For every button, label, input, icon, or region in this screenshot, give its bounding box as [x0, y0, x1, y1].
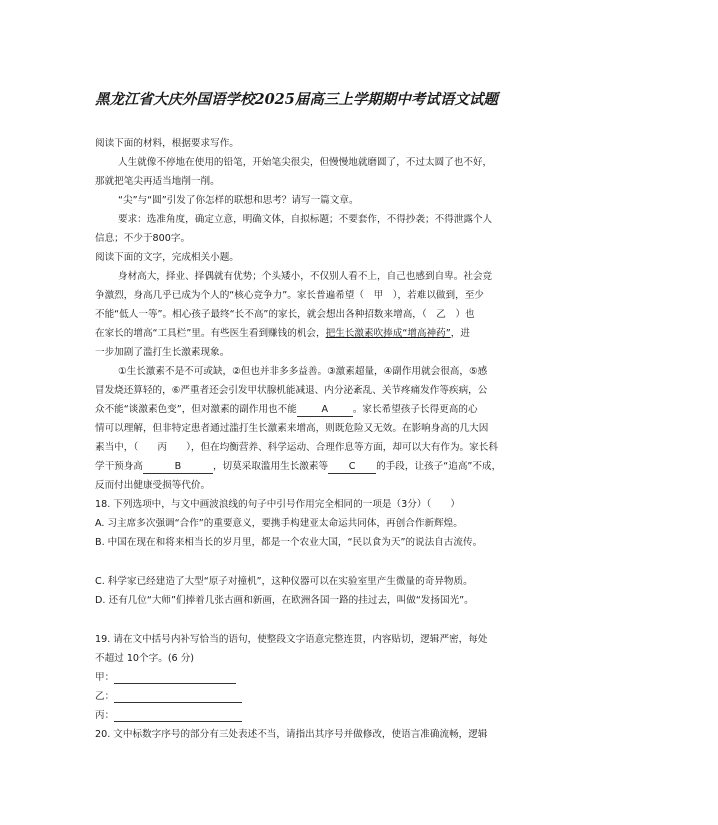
- q18-option-a: A. 习主席多次强调“合作”的重要意义，要携手构建亚太命运共同体，再创合作新辉煌。: [95, 518, 463, 529]
- reading-p2-line6-a: 学干预身高: [95, 461, 143, 472]
- writing-p1-line1: 人生就像不停地在使用的铅笔，开始笔尖很尖，但慢慢地就磨圆了，不过太圆了也不好，: [118, 157, 493, 168]
- reading-p2-line2: 冒发烧还算轻的，⑥严重者还会引发甲状腺机能减退、内分泌紊乱、关节疼痛发作等疾病，公: [95, 385, 488, 396]
- blank-a: A: [297, 404, 353, 417]
- reading-p2-line4: 情可以理解，但非特定患者通过滥打生长激素来增高，则既危险又无效。在影响身高的几大因: [95, 423, 489, 434]
- reading-p1-line3: 不能“低人一等”。相心孩子最终“长不高”的家长，就会想出各种招数来增高，（ 乙 ）也: [95, 309, 475, 320]
- q20-stem: 20. 文中标数字序号的部分有三处表述不当，请指出其序号并做修改，使语言准确流畅，逻辑: [95, 729, 488, 740]
- reading-p1-line4-b: ，进: [450, 328, 470, 339]
- q19-label-bing: 丙：: [95, 710, 115, 721]
- q18-option-c: C. 科学家已经建造了大型“原子对撞机”，这种仪器可以在实验室里产生微量的奇异物质。: [95, 576, 473, 587]
- reading-p2-line6: [95, 461, 501, 474]
- reading-p1-line1: 身材高大，择业、择偶就有优势；个头矮小，不仅别人看不上，自己也感到自卑。社会竞: [118, 271, 493, 282]
- writing-p1-line2: 那就把笔尖再适当地削一削。: [95, 176, 220, 187]
- reading-p2-line1: ①生长激素不是不可或缺，②但也并非多多益善。③激素超量，④副作用就会很高，⑤感: [118, 366, 488, 377]
- writing-p3-line2: 信息；不少于800字。: [95, 233, 191, 244]
- writing-instruction: 阅读下面的材料，根据要求写作。: [95, 138, 239, 149]
- reading-p2-line6-c: 的手段，让孩子“追高”不成，: [376, 461, 502, 472]
- reading-instruction: 阅读下面的文字，完成相关小题。: [95, 252, 239, 263]
- q19-label-yi: 乙：: [95, 691, 115, 702]
- writing-p2: “尖”与“圆”引发了你怎样的联想和思考？请写一篇文章。: [118, 195, 359, 206]
- writing-p3-line1: 要求：选准角度，确定立意，明确文体，自拟标题；不要套作，不得抄袭；不得泄露个人: [118, 214, 493, 225]
- reading-p2-line3-b: 。家长希望孩子长得更高的心: [352, 404, 478, 415]
- reading-p1-line5: 一步加剧了滥打生长激素现象。: [95, 347, 230, 358]
- reading-p1-line4: [95, 328, 470, 340]
- reading-p2-line7: 反而付出健康受损等代价。: [95, 480, 211, 491]
- page-title: 黑龙江省大庆外国语学校2025届高三上学期期中考试语文试题: [95, 91, 498, 108]
- reading-p2-line3-a: 众不能“谈激素色变”，但对激素的副作用也不能: [95, 404, 297, 415]
- reading-p1-line4-a: 在家长的增高“工具栏”里。有些医生看到赚钱的机会，: [95, 328, 326, 339]
- reading-p2-line6-b: ，切莫采取滥用生长激素等: [212, 461, 329, 472]
- reading-p2-line3: [95, 404, 478, 417]
- q19-answer-bing: [95, 710, 242, 722]
- reading-p1-line2: 争激烈，身高几乎已成为个人的“核心竞争力”。家长普遍希望（ 甲 ），若难以做到，至少: [95, 290, 484, 301]
- reading-p2-line5: 素当中，（ 丙 ），但在均衡营养、科学运动、合理作息等方面，却可以大有作为。家长科: [95, 442, 498, 453]
- blank-b: B: [143, 461, 213, 474]
- answer-line-bing: [114, 711, 242, 722]
- q19-answer-jia: [95, 672, 236, 684]
- q18-stem: 18. 下列选项中，与文中画波浪线的句子中引号作用完全相同的一项是（3分）（ ）: [95, 499, 460, 510]
- q18-option-d: D. 还有几位“大师”们捧着几张古画和新画，在欧洲各国一路的挂过去，叫做“发扬国光”。: [95, 595, 474, 606]
- blank-c: C: [328, 461, 376, 474]
- q19-stem-line2: 不超过 10个字。(6 分): [95, 653, 195, 664]
- answer-line-jia: [114, 673, 236, 684]
- q18-option-b: B. 中国在现在和将来相当长的岁月里，都是一个农业大国，“民以食为天”的说法自古流传。: [95, 537, 483, 548]
- q19-answer-yi: [95, 691, 242, 703]
- answer-line-yi: [114, 692, 242, 703]
- q19-label-jia: 甲：: [95, 672, 115, 683]
- q19-stem-line1: 19. 请在文中括号内补写恰当的语句，使整段文字语意完整连贯，内容贴切，逻辑严密，每处: [95, 634, 488, 645]
- underlined-sentence: 把生长激素吹捧成“增高神药”: [325, 328, 451, 339]
